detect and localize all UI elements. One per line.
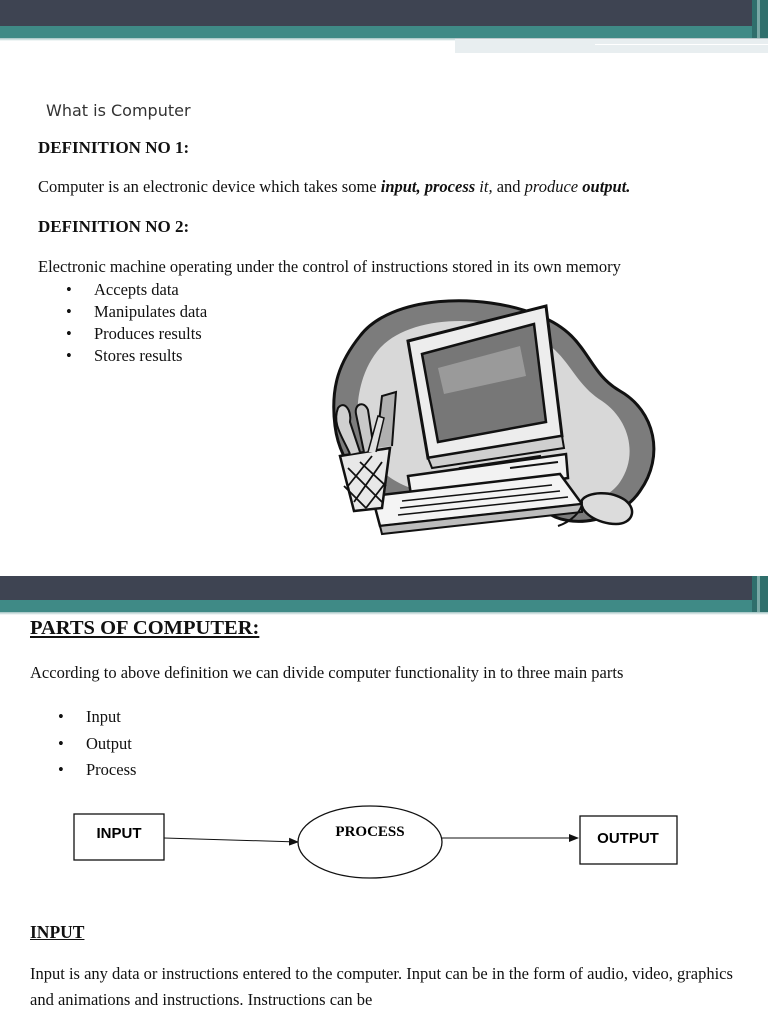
intro-text: According to above definition we can divide computer functionality in to three main parts bbox=[30, 663, 624, 682]
slide-parts-of-computer bbox=[0, 576, 768, 1024]
input-process-output-diagram bbox=[60, 794, 700, 894]
input-box-label: INPUT bbox=[96, 825, 142, 842]
definition-2-text: Electronic machine operating under the control of instructions stored in its own memory bbox=[38, 257, 621, 276]
process-ellipse-label: PROCESS bbox=[335, 824, 405, 840]
process-ellipse bbox=[298, 806, 442, 878]
parts-bullets bbox=[52, 704, 136, 784]
output-box-label: OUTPUT bbox=[597, 830, 659, 847]
list-item: • Process bbox=[52, 757, 136, 784]
slide-title: What is Computer bbox=[46, 101, 191, 120]
list-item: • Stores results bbox=[60, 345, 207, 367]
header-band bbox=[0, 0, 768, 52]
list-item: • Accepts data bbox=[60, 279, 207, 301]
list-item: • Input bbox=[52, 704, 136, 731]
computer-clipart-illustration bbox=[320, 296, 660, 546]
list-item: • Produces results bbox=[60, 323, 207, 345]
slide-title: PARTS OF COMPUTER: bbox=[30, 617, 260, 639]
definition-2-heading: DEFINITION NO 2: bbox=[38, 217, 190, 236]
definition-1-heading: DEFINITION NO 1: bbox=[38, 138, 190, 157]
definition-2-bullets bbox=[60, 279, 207, 367]
input-section-text: Input is any data or instructions entered to the computer. Input can be in the form of audio, video, graphics and animations and instructions. Instructions can be bbox=[30, 964, 733, 1009]
definition-1-text: Computer is an electronic device which takes some input, process it, and produce output. bbox=[38, 177, 631, 196]
header-band bbox=[0, 576, 768, 616]
arrow-input-to-process bbox=[164, 838, 298, 842]
page-gap bbox=[0, 566, 768, 576]
input-section-heading: INPUT bbox=[30, 922, 85, 942]
list-item: • Manipulates data bbox=[60, 301, 207, 323]
list-item: • Output bbox=[52, 731, 136, 758]
